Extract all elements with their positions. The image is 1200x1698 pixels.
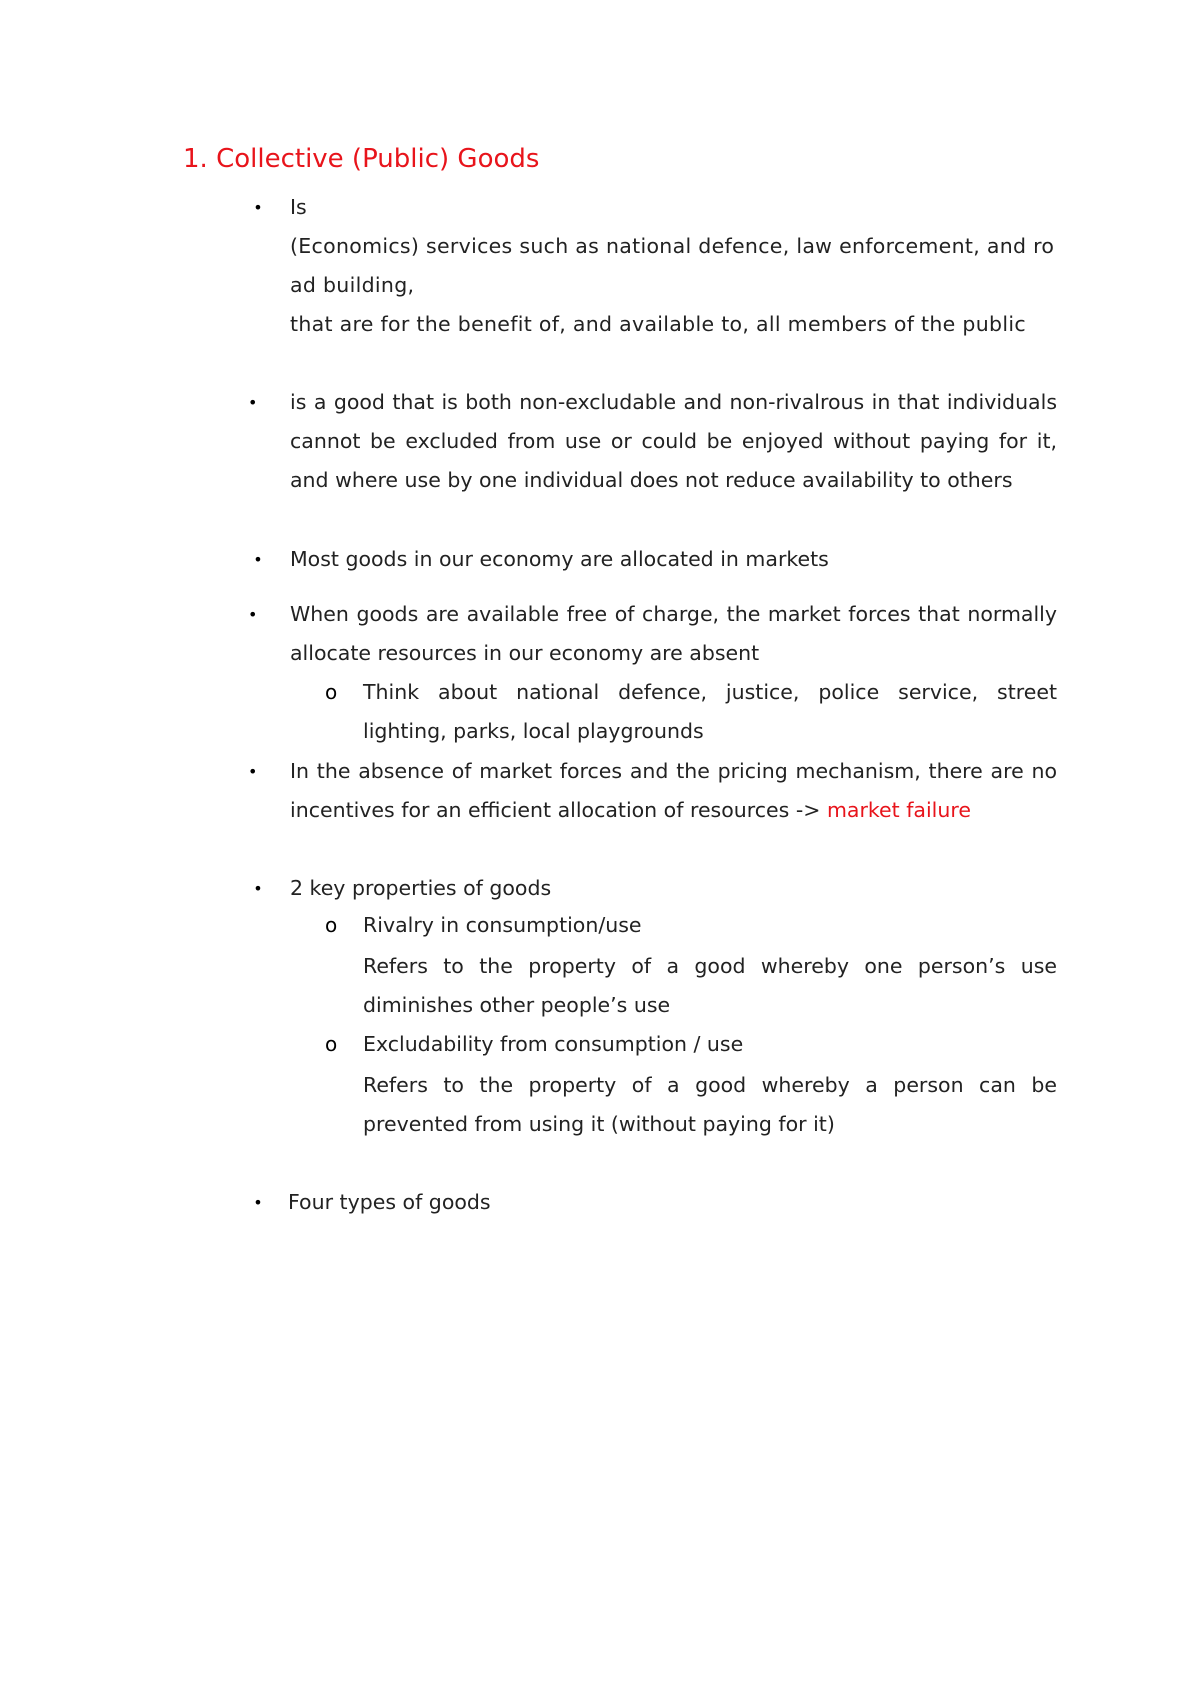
- section-heading: 1. Collective (Public) Goods: [183, 144, 540, 174]
- bullet-icon: •: [248, 393, 258, 412]
- excludability-description: Refers to the property of a good whereby a person can be prevented from using it (without paying for it): [363, 1073, 1057, 1136]
- sub-item-rivalry: [325, 906, 1057, 945]
- bullet-text: Is: [290, 195, 307, 219]
- bullet-icon: •: [253, 1193, 263, 1212]
- rivalry-description: Refers to the property of a good whereby one person’s use diminishes other people’s use: [363, 954, 1057, 1017]
- bullet-row: [253, 1183, 1055, 1222]
- bullet-row: [248, 752, 1057, 830]
- bullet-icon: •: [248, 762, 258, 781]
- bullet-text: When goods are available free of charge, the market forces that normally allocate resources in our economy are absent: [290, 602, 1057, 665]
- sub-bullet-icon: o: [325, 1032, 338, 1056]
- sub-item-title: Excludability from consumption / use: [363, 1032, 744, 1056]
- sub-item-excludability: [325, 1025, 1057, 1064]
- bullet-text: Four types of goods: [288, 1190, 491, 1214]
- list-item-free-of-charge: [248, 595, 1057, 751]
- bullet-row: [253, 540, 1057, 579]
- bullet-row: [253, 869, 1057, 908]
- bullet-text: In the absence of market forces and the pricing mechanism, there are no incentives for an efficient allocation of resources ->: [290, 759, 1057, 822]
- bullet-text: Most goods in our economy are allocated in markets: [290, 547, 829, 571]
- list-item-key-properties: [253, 869, 1057, 1144]
- bullet-icon: •: [248, 605, 258, 624]
- list-item-nonexcludable: [248, 383, 1057, 500]
- bullet-text: is a good that is both non-excludable and non-rivalrous in that individuals cannot be excluded from use or could be enjoyed without paying for it, and where use by one individual does not reduce availability to others: [290, 390, 1057, 492]
- bullet-icon: •: [253, 879, 263, 898]
- list-item-four-types: [253, 1183, 1055, 1222]
- bullet-text: 2 key properties of goods: [290, 876, 552, 900]
- definition-text: (Economics) services such as national defence, law enforcement, and road building,: [290, 234, 1055, 297]
- list-item-markets: [253, 540, 1057, 579]
- bullet-icon: •: [253, 198, 263, 217]
- definition-text-continued: that are for the benefit of, and available to, all members of the public: [290, 312, 1026, 336]
- list-item-market-failure: [248, 752, 1057, 830]
- bullet-row: [253, 188, 1057, 227]
- sub-item-text: Think about national defence, justice, police service, street lighting, parks, local playgrounds: [363, 680, 1057, 743]
- sub-bullet-icon: o: [325, 680, 338, 704]
- sub-item-examples: [325, 673, 1057, 751]
- list-item-definition: [253, 188, 1057, 344]
- bullet-row: [248, 383, 1057, 500]
- bullet-row: [248, 595, 1057, 673]
- bullet-icon: •: [253, 550, 263, 569]
- sub-bullet-icon: o: [325, 913, 338, 937]
- sub-item-title: Rivalry in consumption/use: [363, 913, 642, 937]
- market-failure-highlight: market failure: [826, 798, 971, 822]
